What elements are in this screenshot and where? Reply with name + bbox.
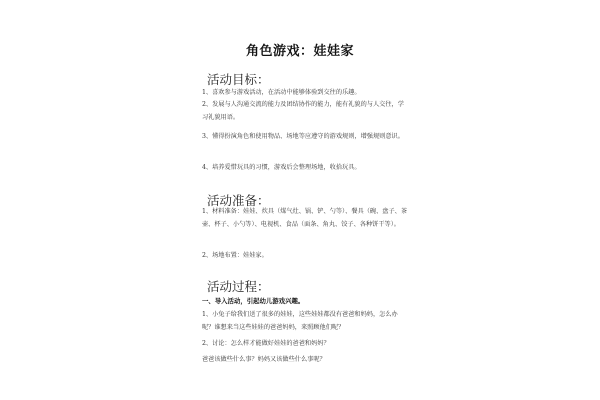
goal-item-4: 4、培养爱惜玩具的习惯，游戏后会整理场地，收拾玩具。: [202, 164, 361, 171]
process-item-1: 1、小兔子给我们送了很多的娃娃，这些娃娃都没有爸爸和妈妈，怎么办呢？谁想来当这些娃娃的爸爸妈妈，来照顾他们呢？: [202, 311, 398, 331]
goal-item-2: 2、发展与人沟通交流的能力及团结协作的能力，能有礼貌的与人交往，学习礼貌用语。: [202, 101, 404, 121]
goal-item-3: 3、懂得扮演角色和使用物品、场地等应遵守的游戏规则，增强规则意识。: [202, 133, 404, 140]
process-step-1-title: 一、导入活动，引起幼儿游戏兴趣。: [202, 297, 305, 305]
process-item-2: 2、讨论：怎么样才能做好娃娃的爸爸和妈妈？: [202, 340, 330, 347]
preparation-item-1: 1、材料准备：娃娃、炊具（煤气灶、锅、铲、勺等）、餐具（碗、盘子、茶壶、杯子、小勺等）、电视机、食品（面条、角丸、饺子、各种饼干等）。: [202, 208, 408, 228]
document-title: 角色游戏：娃娃家: [245, 44, 354, 59]
process-heading: 活动过程：: [207, 279, 270, 294]
goal-item-1: 1、喜欢参与游戏活动，在活动中能够体验到交往的乐趣。: [202, 89, 361, 96]
preparation-item-2: 2、场地布置：娃娃家。: [202, 252, 268, 259]
goals-heading: 活动目标：: [207, 72, 270, 87]
process-item-3: 爸爸该做些什么事？妈妈又该做些什么事呢？: [202, 356, 326, 363]
preparation-heading: 活动准备：: [207, 193, 270, 208]
